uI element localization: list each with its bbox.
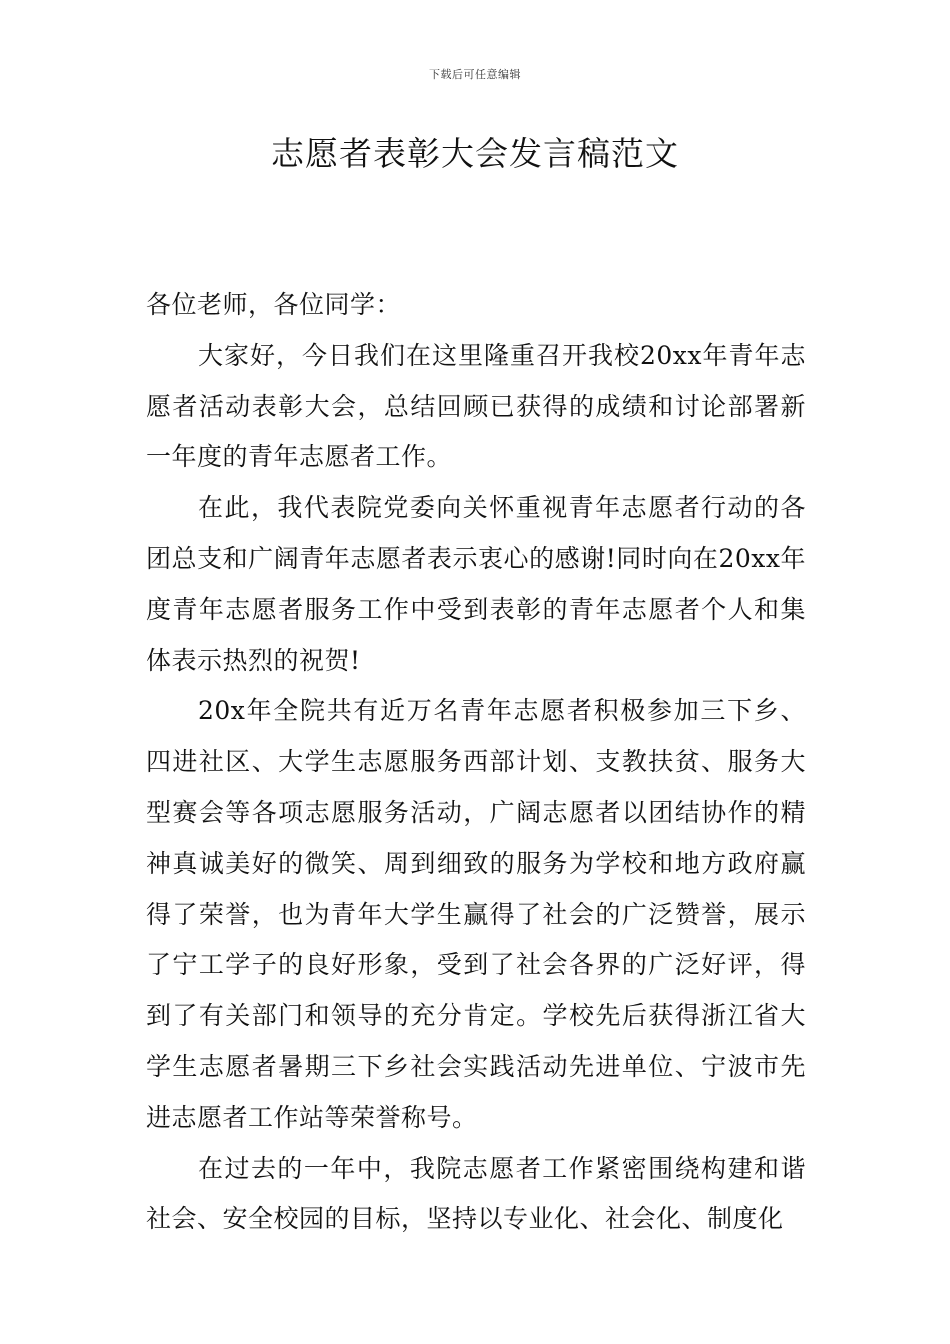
paragraph-achievements: 20x年全院共有近万名青年志愿者积极参加三下乡、四进社区、大学生志愿服务西部计划、支教扶贫、服务大型赛会等各项志愿服务活动，广阔志愿者以团结协作的精神真诚美好的微笑、周到细致的服务为学校和地方政府赢得了荣誉，也为青年大学生赢得了社会的广泛赞誉，展示了宁工学子的良好形象，受到了社会各界的广泛好评，得到了有关部门和领导的充分肯定。学校先后获得浙江省大学生志愿者暑期三下乡社会实践活动先进单位、宁波市先进志愿者工作站等荣誉称号。 bbox=[146, 696, 806, 1132]
document-body bbox=[146, 280, 806, 1245]
paragraph-past-year: 在过去的一年中，我院志愿者工作紧密围绕构建和谐社会、安全校园的目标，坚持以专业化、社会化、制度化 bbox=[146, 1153, 806, 1234]
salutation: 各位老师，各位同学： bbox=[146, 290, 402, 319]
paragraph-greeting: 大家好，今日我们在这里隆重召开我校20xx年青年志愿者活动表彰大会，总结回顾已获得的成绩和讨论部署新一年度的青年志愿者工作。 bbox=[146, 340, 806, 472]
paragraph-thanks: 在此，我代表院党委向关怀重视青年志愿者行动的各团总支和广阔青年志愿者表示衷心的感谢!同时向在20xx年度青年志愿者服务工作中受到表彰的青年志愿者个人和集体表示热烈的祝贺! bbox=[146, 493, 806, 675]
document-title: 志愿者表彰大会发言稿范文 bbox=[271, 134, 679, 173]
page-header-note: 下载后可任意编辑 bbox=[429, 68, 521, 81]
